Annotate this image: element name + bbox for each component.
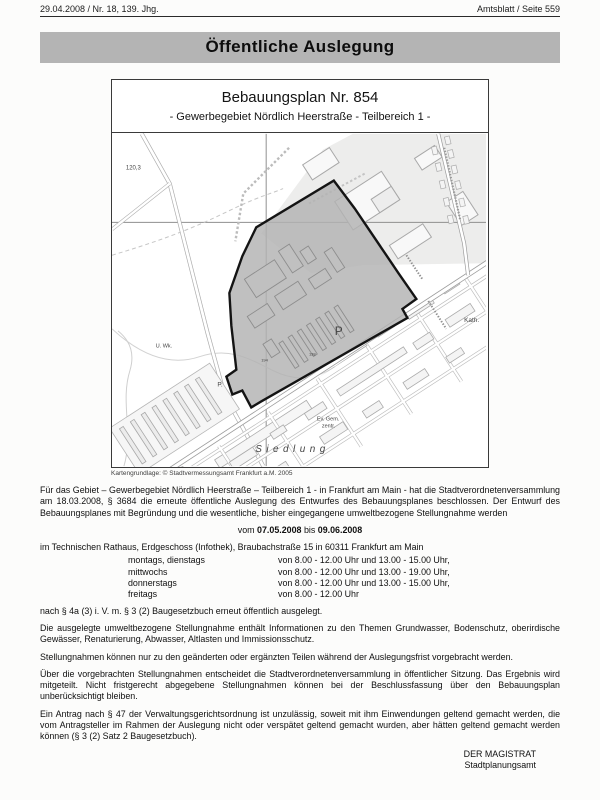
notice-body bbox=[40, 485, 560, 772]
opening-days: mittwochs bbox=[128, 566, 168, 577]
opening-hours: von 8.00 - 12.00 Uhr und 13.00 - 15.00 Uhr, bbox=[278, 555, 450, 566]
map-label-church-line2: zentr. bbox=[321, 423, 336, 430]
period-prefix: vom bbox=[237, 524, 255, 535]
signature-authority: DER MAGISTRAT bbox=[463, 748, 536, 759]
map-label-catholic: Kath. bbox=[464, 316, 480, 324]
map-label-church-line1: Ev. Gem. bbox=[316, 416, 340, 423]
header-issue-info: 29.04.2008 / Nr. 18, 139. Jhg. bbox=[40, 4, 159, 14]
signature-department: Stadtplanungsamt bbox=[464, 760, 536, 771]
period-start-date: 07.05.2008 bbox=[257, 524, 302, 535]
paragraph-resolution: Für das Gebiet – Gewerbegebiet Nördlich Heerstraße – Teilbereich 1 - in Frankfurt am Main - hat die Stadtverordnetenversammlung am 18.03.2008, § 3684 die erneute öffentliche Auslegung des Entwurfes des Bebauungsplanes beschlossen. Der Entwurf des Bebauungsplanes mit Begründung und die wesentliche, bisher eingegangene umweltbezogene Stellungnahme werden bbox=[40, 485, 560, 518]
table-row bbox=[128, 555, 450, 566]
table-row bbox=[128, 567, 450, 578]
paragraph-legal-basis: nach § 4a (3) i. V. m. § 3 (2) Baugesetzbuch erneut öffentlich ausgelegt. bbox=[40, 605, 323, 616]
page-header bbox=[40, 0, 560, 17]
section-banner: Öffentliche Auslegung bbox=[40, 32, 560, 63]
map-label-elevation: 120,3 bbox=[125, 165, 141, 172]
paragraph-environment: Die ausgelegte umweltbezogene Stellungnahme enthält Informationen zu den Themen Grundwasser, Bodenschutz, oberirdische Gewässer, Renaturierung, Abwasser, Altlasten und Immissionsschutz. bbox=[40, 622, 560, 645]
opening-hours: von 8.00 - 12.00 Uhr bbox=[278, 589, 359, 600]
paragraph-objections-scope: Stellungnahmen können nur zu den geänderten oder ergänzten Teilen während der Auslegungsfrist vorgebracht werden. bbox=[40, 651, 513, 662]
opening-days: donnerstags bbox=[128, 578, 177, 589]
plan-title-box bbox=[112, 80, 488, 133]
map-label-parcel-138: 138 bbox=[308, 351, 316, 357]
map-label-parking: P bbox=[334, 323, 343, 338]
header-page-number: Amtsblatt / Seite 559 bbox=[476, 4, 560, 14]
table-row bbox=[128, 589, 450, 600]
display-period bbox=[40, 525, 560, 536]
opening-hours: von 8.00 - 12.00 Uhr und 13.00 - 19.00 Uhr, bbox=[278, 566, 450, 577]
map-label-parcel-194: 194 bbox=[261, 357, 268, 363]
plan-map bbox=[112, 133, 488, 467]
period-end-date: 09.06.2008 bbox=[317, 524, 363, 535]
paragraph-decision: Über die vorgebrachten Stellungnahmen entscheidet die Stadtverordnetenversammlung in öffentlicher Sitzung. Das Ergebnis wird mitgeteilt. Nicht fristgerecht abgegebene Stellungnahmen können bei der Beschlussfassung über den Bebauungsplan unberücksichtigt bleiben. bbox=[40, 668, 560, 702]
cadastral-map-svg bbox=[112, 133, 486, 467]
table-row bbox=[128, 578, 450, 589]
map-label-parking-small: P. bbox=[217, 381, 223, 389]
opening-hours-table bbox=[128, 555, 450, 600]
opening-days: freitags bbox=[128, 589, 158, 600]
display-location: im Technischen Rathaus, Erdgeschoss (Infothek), Braubachstraße 15 in 60311 Frankfurt am Main bbox=[40, 542, 424, 553]
plan-title: Bebauungsplan Nr. 854 bbox=[221, 89, 379, 106]
signature-block bbox=[40, 749, 560, 772]
paragraph-legal-remedy: Ein Antrag nach § 47 der Verwaltungsgerichtsordnung ist unzulässig, soweit mit ihm Einwendungen geltend gemacht werden, die vom Antragsteller im Rahmen der Auslegung nicht oder verspätet geltend gemacht wurden, aber hätten geltend gemacht werden können (§ 3 (2) Satz 2 Baugesetzbuch). bbox=[40, 708, 560, 742]
plan-subtitle: - Gewerbegebiet Nördlich Heerstraße - Teilbereich 1 - bbox=[169, 111, 431, 123]
plan-map-frame bbox=[111, 79, 489, 468]
map-label-substation: U. Wk. bbox=[155, 343, 173, 350]
map-label-settlement: Siedlung bbox=[255, 444, 330, 456]
opening-days: montags, dienstags bbox=[128, 555, 205, 566]
opening-hours: von 8.00 - 12.00 Uhr und 13.00 - 15.00 Uhr, bbox=[278, 578, 450, 589]
map-source-caption: Kartengrundlage: © Stadtvermessungsamt Frankfurt a.M. 2005 bbox=[111, 470, 293, 477]
period-mid: bis bbox=[303, 524, 316, 535]
